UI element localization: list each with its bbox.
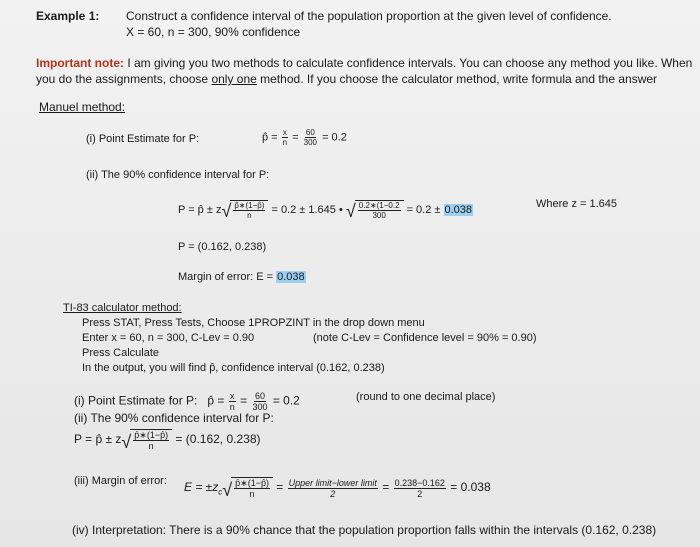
important-note-text2a: you do the assignments, choose xyxy=(36,72,212,86)
ans-values-denominator: 2 xyxy=(417,488,423,499)
example-problem-line2: X = 60, n = 300, 90% confidence xyxy=(126,25,301,39)
ans-ci-result: = (0.162, 0.238) xyxy=(172,432,261,447)
example-label: Example 1: xyxy=(36,9,100,23)
ans-limits-numerator: Upper limit−lower limit xyxy=(288,477,377,488)
ans-moe-lhs: E = ±z xyxy=(184,480,219,495)
manual-margin-of-error xyxy=(178,271,306,283)
ans-limits-denominator: 2 xyxy=(330,488,336,499)
ans-moe-numerator: p̂∗(1−p̂) xyxy=(235,478,269,488)
ans-frac-sixty: 60 xyxy=(254,391,265,401)
interpretation: (iv) Interpretation: There is a 90% chance that the population proportion falls within the intervals (0.162, 0.238) xyxy=(72,523,657,537)
ans-moe-radical: √ xyxy=(222,480,233,500)
round-note: (round to one decimal place) xyxy=(356,391,496,403)
radical-sign-2: √ xyxy=(345,201,356,221)
answer-moe-formula xyxy=(184,477,491,499)
ans-ci-numerator: p̂∗(1−p̂) xyxy=(134,430,169,440)
ans-moe-sub: c xyxy=(218,487,223,497)
calc-line1: Press STAT, Press Tests, Choose 1PROPZINT in the drop down menu xyxy=(82,317,425,329)
ans-moe-result: = 0.038 xyxy=(446,480,491,495)
ci-denominator: n xyxy=(247,211,252,220)
answer-ci-formula xyxy=(74,429,261,451)
calc-line2a: Enter x = 60, n = 300, C-Lev = 0.90 xyxy=(82,332,255,344)
ans-frac-n: n xyxy=(229,402,235,412)
where-z-note: Where z = 1.645 xyxy=(536,198,618,210)
calculator-method-heading: TI-83 calculator method: xyxy=(63,302,182,314)
ci-moe-highlight: 0.038 xyxy=(444,203,473,216)
ci-sqrt xyxy=(221,200,268,220)
ci-mid: = 0.2 ± 1.645 • xyxy=(268,203,343,216)
ci-numerator-2: 0.2∗(1−0.2 xyxy=(358,201,400,210)
ans-ci-fraction xyxy=(133,430,169,451)
manual-interval: P = (0.162, 0.238) xyxy=(178,241,267,253)
manual-method-heading: Manuel method: xyxy=(39,100,126,114)
manual-point-estimate-label: (i) Point Estimate for P: xyxy=(86,133,200,145)
only-one-underlined: only one xyxy=(211,72,257,86)
frac-x: x xyxy=(282,128,287,137)
calc-line4: In the output, you will find p̂, confidence interval (0.162, 0.238) xyxy=(82,362,385,374)
ci-numerator: p̂∗(1−p̂) xyxy=(234,201,265,210)
calc-line3: Press Calculate xyxy=(82,347,160,359)
ans-moe-sqrt xyxy=(222,477,273,499)
x-over-n-fraction xyxy=(282,128,288,147)
ans-point-result: = 0.2 xyxy=(269,393,300,408)
important-note-line2 xyxy=(36,72,657,86)
answer-point-estimate: (i) Point Estimate for P: p̂ = $\frac{x}{n}$ = $\frac{60}{300}$ = 0.2 xyxy=(74,391,300,412)
sixty-over-300-fraction xyxy=(303,128,318,147)
frac-sixty: 60 xyxy=(305,128,315,137)
manual-ci-label: (ii) The 90% confidence interval for P: xyxy=(86,169,270,181)
important-note-label: Important note: xyxy=(36,56,124,70)
ans-frac-x: x xyxy=(230,391,235,401)
important-note-line1 xyxy=(36,56,692,70)
frac-n: n xyxy=(282,138,288,147)
ans-moe-eq2: = xyxy=(378,480,393,495)
important-note-text2b: method. If you choose the calculator method, write formula and the answer xyxy=(256,72,658,86)
ans-ci-denominator: n xyxy=(148,441,154,451)
ans-sixty-over-300 xyxy=(251,391,268,412)
ans-moe-eq1: = xyxy=(272,480,287,495)
ans-point-label: (i) Point Estimate for P: xyxy=(74,393,198,408)
frac-300: 300 xyxy=(303,138,318,147)
moe-label: Margin of error: E = xyxy=(178,271,277,283)
ans-values-numerator: 0.238−0.162 xyxy=(394,477,445,488)
ci-eq: = 0.2 ± xyxy=(403,203,444,216)
answer-moe-label: (iii) Margin of error: xyxy=(74,475,167,487)
answer-ci-label: (ii) The 90% confidence interval for P: xyxy=(74,411,274,425)
ans-phat-lhs: p̂ = xyxy=(207,393,228,408)
ans-limits-fraction xyxy=(288,478,378,499)
ans-values-fraction xyxy=(394,478,446,499)
example-problem-line1: Construct a confidence interval of the population proportion at the given level of confidence. xyxy=(126,9,612,23)
ans-moe-denominator: n xyxy=(249,489,255,499)
ci-fraction xyxy=(233,201,265,220)
radical-sign: √ xyxy=(221,201,232,221)
ans-ci-lhs: P = p̂ ± z xyxy=(74,432,122,447)
manual-point-estimate-formula: p̂ = $\frac{x}{n}$ = $\frac{60}{300}$ = 0.2 xyxy=(262,128,347,147)
ci-sqrt-2 xyxy=(346,200,404,220)
ans-ci-sqrt xyxy=(121,429,172,451)
calc-line2b: (note C-Lev = Confidence level = 90% = 0.90) xyxy=(313,332,537,344)
ans-frac-300: 300 xyxy=(252,402,268,412)
ans-x-over-n xyxy=(229,391,236,412)
ci-lhs: P = p̂ ± z xyxy=(178,203,222,216)
point-result: = 0.2 xyxy=(319,131,347,144)
ci-fraction-2 xyxy=(358,201,401,220)
ans-radical: √ xyxy=(121,432,132,452)
ans-moe-fraction xyxy=(234,478,270,499)
manual-ci-formula xyxy=(178,200,473,220)
ci-denominator-2: 300 xyxy=(372,211,386,220)
important-note-text1: I am giving you two methods to calculate confidence intervals. You can choose any method you like. When xyxy=(124,56,693,70)
phat-lhs: p̂ = xyxy=(262,131,281,144)
moe-value-highlight: 0.038 xyxy=(277,271,305,283)
